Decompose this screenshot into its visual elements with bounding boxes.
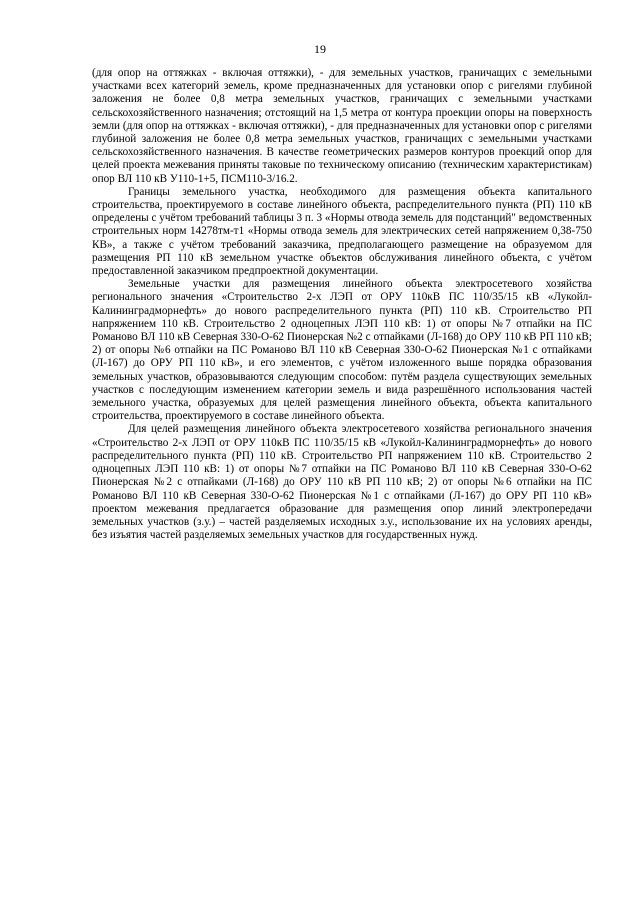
page-number: 19 [314, 42, 326, 56]
paragraph-rp-boundaries: Границы земельного участка, необходимого для размещения объекта капитального строительства, проектируемого в составе линейного объекта, распределительного пункта (РП) 110 кВ определены с учётом требований таблицы 3 п. 3 «Нормы отвода земель для подстанций" ведомственных строительных норм 14278тм-т1 «Нормы отвода земель для электрических сетей напряжением 0,38-750 КВ», а также с учётом требований заказчика, предполагающего размещение на образуемом для размещения РП 110 кВ земельном участке объектов обслуживания линейного объекта, с учётом предоставленной заказчиком предпроектной документации. [92, 185, 592, 278]
paragraph-land-survey-proposal: Для целей размещения линейного объекта электросетевого хозяйства регионального значения «Строительство 2-х ЛЭП от ОРУ 110кВ ПС 110/35/15 кВ «Лукойл-Калининградморнефть» до нового распределительного пункта (РП) 110 кВ. Строительство РП напряжением 110 кВ. Строительство 2 одноцепных ЛЭП 110 кВ: 1) от опоры №7 отпайки на ПС Романово ВЛ 110 кВ Северная 330-О-62 Пионерская №2 с отпайками (Л-168) до ОРУ 110 кВ РП 110 кВ; 2) от опоры №6 отпайки на ПС Романово ВЛ 110 кВ Северная 330-О-62 Пионерская №1 с отпайками (Л-167) до ОРУ РП 110 кВ» проектом межевания предлагается образование для размещения опор линий электропередачи земельных участков (з.у.) – частей разделяемых исходных з.у., использование их на условиях аренды, без изъятия частей разделяемых земельных участков для государственных нужд. [92, 423, 592, 542]
paragraph-land-plots-formation: Земельные участки для размещения линейного объекта электросетевого хозяйства регионального значения «Строительство 2-х ЛЭП от ОРУ 110кВ ПС 110/35/15 кВ «Лукойл-Калининградморнефть» до нового распределительного пункта (РП) 110 кВ. Строительство РП напряжением 110 кВ. Строительство 2 одноцепных ЛЭП 110 кВ: 1) от опоры №7 отпайки на ПС Романово ВЛ 110 кВ Северная 330-О-62 Пионерская №2 с отпайками (Л-168) до ОРУ 110 кВ РП 110 кВ; 2) от опоры №6 отпайки на ПС Романово ВЛ 110 кВ Северная 330-О-62 Пионерская №1 с отпайками (Л-167) до ОРУ РП 110 кВ», и его элементов, с учётом изложенного выше порядка образования земельных участков, образовываются следующим способом: путём раздела существующих земельных участков с последующим изменением категории земель и вида разрешённого использования частей земельного участка, образуемых для целей размещения линейного объекта, объекта капитального строительства, проектируемого в составе линейного объекта. [92, 278, 592, 423]
paragraph-continued: (для опор на оттяжках - включая оттяжки), - для земельных участков, граничащих с земельными участками всех категорий земель, кроме предназначенных для установки опор с ригелями глубиной заложения не более 0,8 метра земельных участков, граничащих с земельными участками сельскохозяйственного назначения; отстоящий на 1,5 метра от контура проекции опоры на поверхность земли (для опор на оттяжках - включая оттяжки), - для предназначенных для установки опор с ригелями глубиной заложения не более 0,8 метра земельных участков, граничащих с земельными участками сельскохозяйственного назначения. В качестве геометрических размеров контуров проекций опор для целей проекта межевания приняты таковые по техническому описанию (техническим характеристикам) опор ВЛ 110 кВ У110-1+5, ПСМ110-3/16.2. [92, 67, 592, 185]
document-body [92, 67, 592, 542]
